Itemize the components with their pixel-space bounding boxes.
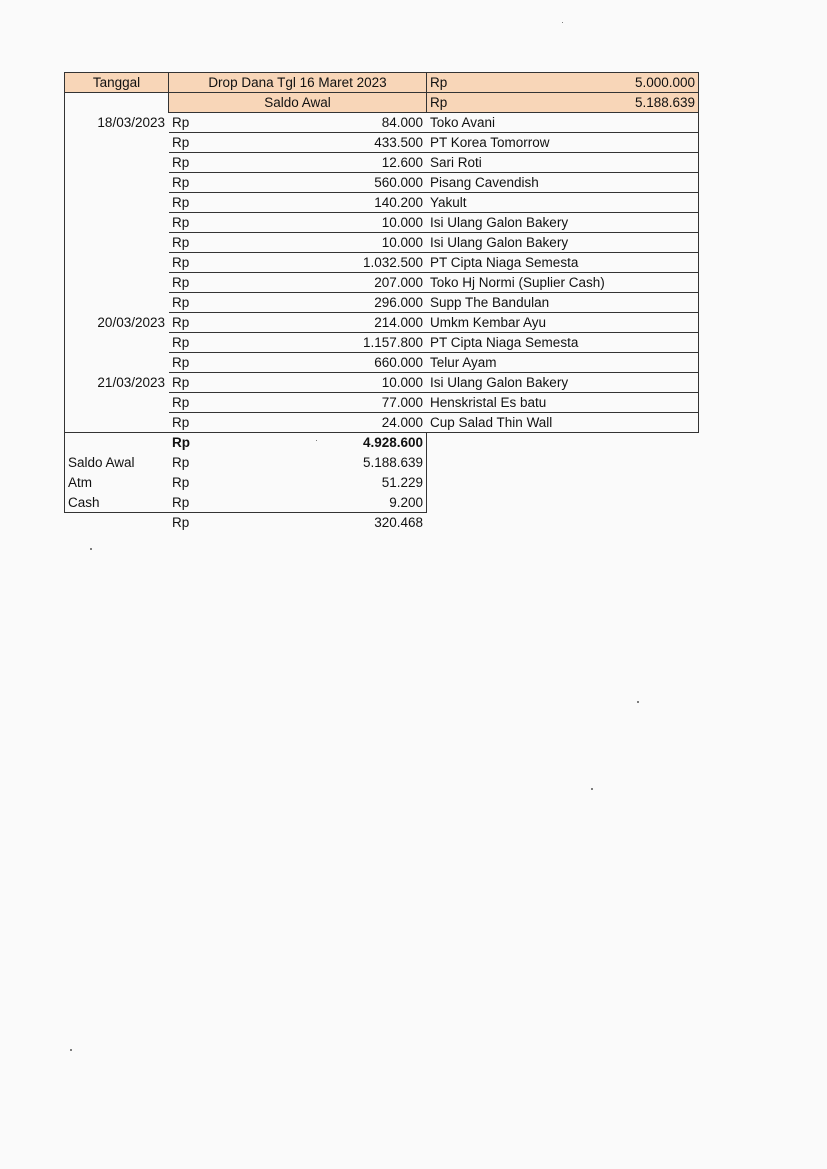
table-row: [65, 153, 699, 173]
row-description: Toko Avani: [427, 113, 699, 133]
row-date: [65, 193, 169, 213]
row-date: [65, 273, 169, 293]
expense-table: [64, 72, 699, 533]
row-currency: Rp: [169, 313, 229, 333]
row-currency: Rp: [169, 173, 229, 193]
total-amount: 4.928.600: [229, 433, 427, 453]
summary-amount: 9.200: [229, 493, 427, 513]
saldo-awal-header-label: Saldo Awal: [169, 93, 427, 113]
summary-row: [65, 493, 699, 513]
row-currency: Rp: [169, 233, 229, 253]
row-description: Cup Salad Thin Wall: [427, 413, 699, 433]
summary-section: [65, 433, 699, 533]
saldo-currency: Rp: [427, 93, 503, 113]
remaining-currency: Rp: [172, 515, 190, 530]
scan-speck: [591, 788, 593, 790]
row-currency: Rp: [169, 333, 229, 353]
scan-speck: [90, 548, 92, 550]
table-row: [65, 113, 699, 133]
drop-dana-label: Drop Dana Tgl 16 Maret 2023: [169, 73, 427, 93]
summary-amount: 51.229: [229, 473, 427, 493]
row-amount: 1.157.800: [229, 333, 427, 353]
table-row: [65, 213, 699, 233]
summary-empty-cell: [65, 433, 169, 453]
row-date: [65, 413, 169, 433]
summary-row: [65, 473, 699, 493]
summary-currency: Rp: [169, 453, 229, 473]
row-amount: 140.200: [229, 193, 427, 213]
summary-currency: Rp: [169, 493, 229, 513]
row-currency: Rp: [169, 113, 229, 133]
header-row-drop: [65, 73, 699, 93]
summary-label: Saldo Awal: [65, 453, 169, 473]
row-amount: 296.000: [229, 293, 427, 313]
row-currency: Rp: [169, 153, 229, 173]
row-description: Supp The Bandulan: [427, 293, 699, 313]
table-row: [65, 413, 699, 433]
row-date: [65, 393, 169, 413]
row-date: [65, 233, 169, 253]
remaining-amount: 320.468: [374, 515, 423, 530]
row-currency: Rp: [169, 133, 229, 153]
row-date: 20/03/2023: [65, 313, 169, 333]
row-description: Umkm Kembar Ayu: [427, 313, 699, 333]
summary-total-row: [65, 433, 699, 453]
row-description: Pisang Cavendish: [427, 173, 699, 193]
table-row: [65, 273, 699, 293]
row-description: Toko Hj Normi (Suplier Cash): [427, 273, 699, 293]
row-amount: 77.000: [229, 393, 427, 413]
table-row: [65, 293, 699, 313]
row-date: [65, 353, 169, 373]
row-date: [65, 133, 169, 153]
header-row-saldo: [65, 93, 699, 113]
row-amount: 1.032.500: [229, 253, 427, 273]
table-row: [65, 193, 699, 213]
row-date: [65, 173, 169, 193]
row-currency: Rp: [169, 253, 229, 273]
row-date: [65, 153, 169, 173]
drop-currency: Rp: [427, 73, 503, 93]
row-date: [65, 333, 169, 353]
row-currency: Rp: [169, 373, 229, 393]
scan-speck: [316, 440, 317, 441]
row-description: Isi Ulang Galon Bakery: [427, 213, 699, 233]
summary-amount: 5.188.639: [229, 453, 427, 473]
row-currency: Rp: [169, 413, 229, 433]
row-description: Sari Roti: [427, 153, 699, 173]
row-currency: Rp: [169, 213, 229, 233]
expense-rows: [65, 113, 699, 433]
row-amount: 24.000: [229, 413, 427, 433]
table-row: [65, 233, 699, 253]
row-currency: Rp: [169, 193, 229, 213]
row-amount: 207.000: [229, 273, 427, 293]
row-date: [65, 213, 169, 233]
row-description: Henskristal Es batu: [427, 393, 699, 413]
remaining-row: [65, 513, 699, 533]
table-row: [65, 373, 699, 393]
row-amount: 84.000: [229, 113, 427, 133]
table-row: [65, 353, 699, 373]
row-description: PT Korea Tomorrow: [427, 133, 699, 153]
table-row: [65, 253, 699, 273]
row-currency: Rp: [169, 293, 229, 313]
row-currency: Rp: [169, 393, 229, 413]
row-amount: 214.000: [229, 313, 427, 333]
row-description: Isi Ulang Galon Bakery: [427, 373, 699, 393]
row-amount: 660.000: [229, 353, 427, 373]
summary-currency: Rp: [169, 473, 229, 493]
table-row: [65, 393, 699, 413]
row-description: Telur Ayam: [427, 353, 699, 373]
summary-label: Atm: [65, 473, 169, 493]
row-amount: 433.500: [229, 133, 427, 153]
row-currency: Rp: [169, 273, 229, 293]
table-row: [65, 333, 699, 353]
table-row: [65, 313, 699, 333]
summary-label: Cash: [65, 493, 169, 513]
scan-speck: [562, 22, 563, 23]
row-amount: 560.000: [229, 173, 427, 193]
row-date: [65, 253, 169, 273]
scan-speck: [70, 1049, 72, 1051]
row-amount: 10.000: [229, 233, 427, 253]
saldo-amount: 5.188.639: [503, 93, 699, 113]
row-currency: Rp: [169, 353, 229, 373]
row-date: 18/03/2023: [65, 113, 169, 133]
row-amount: 12.600: [229, 153, 427, 173]
header-empty-cell: [65, 93, 169, 113]
row-amount: 10.000: [229, 373, 427, 393]
row-description: Isi Ulang Galon Bakery: [427, 233, 699, 253]
total-currency: Rp: [169, 433, 229, 453]
drop-amount: 5.000.000: [503, 73, 699, 93]
row-description: PT Cipta Niaga Semesta: [427, 253, 699, 273]
row-amount: 10.000: [229, 213, 427, 233]
table-row: [65, 173, 699, 193]
table-row: [65, 133, 699, 153]
row-date: 21/03/2023: [65, 373, 169, 393]
summary-row: [65, 453, 699, 473]
tanggal-header: Tanggal: [65, 73, 169, 93]
row-description: Yakult: [427, 193, 699, 213]
scan-speck: [637, 701, 639, 703]
row-date: [65, 293, 169, 313]
row-description: PT Cipta Niaga Semesta: [427, 333, 699, 353]
